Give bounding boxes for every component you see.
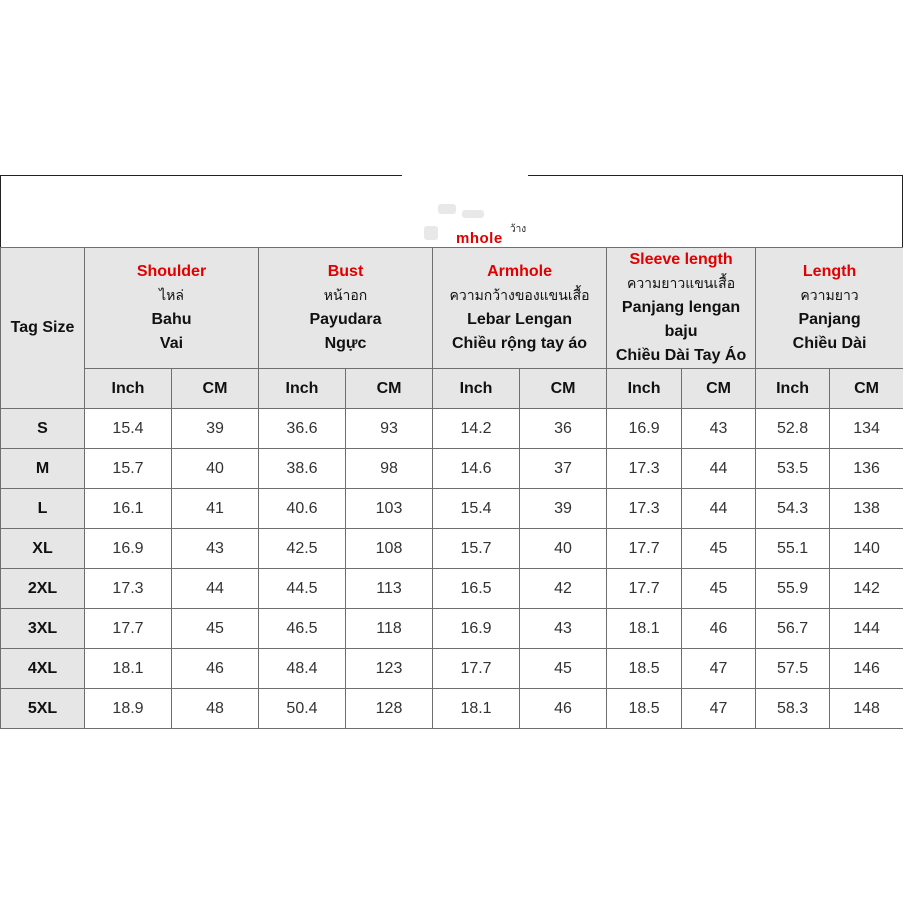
measurement-cell: 16.9 [607,409,682,449]
measurement-cell: 15.4 [433,489,520,529]
measurement-cell: 52.8 [756,409,830,449]
measurement-cell: 140 [830,529,903,569]
armhole-vietnamese: Chiều rộng tay áo [451,335,588,352]
measurement-cell: 17.7 [433,649,520,689]
sleeve-length-malay-2: baju [664,323,698,340]
measurement-cell: 46 [172,649,259,689]
size-rows [1,409,903,729]
sleeve-length-title: Sleeve length [629,251,733,268]
measurement-cell: 48.4 [259,649,346,689]
measurement-cell: 38.6 [259,449,346,489]
measurement-cell: 14.2 [433,409,520,449]
measurement-cell: 45 [682,529,756,569]
unit-cell: Inch [259,369,346,409]
measurement-cell: 37 [520,449,607,489]
measurement-cell: 48 [172,689,259,729]
length-thai: ความยาว [800,288,859,304]
measurement-cell: 17.3 [607,489,682,529]
measurement-cell: 40.6 [259,489,346,529]
measurement-cell: 36.6 [259,409,346,449]
measurement-cell: 138 [830,489,903,529]
measurement-cell: 41 [172,489,259,529]
measurement-cell: 18.1 [433,689,520,729]
size-label: 4XL [1,649,85,689]
measurement-cell: 17.7 [607,569,682,609]
measurement-cell: 17.7 [607,529,682,569]
shoulder-header [85,248,259,369]
sleeve-length-header [607,248,756,369]
table-row [1,649,903,689]
measurement-cell: 14.6 [433,449,520,489]
measurement-cell: 47 [682,649,756,689]
bust-title: Bust [327,263,364,280]
measurement-cell: 16.9 [433,609,520,649]
shoulder-malay: Bahu [151,311,192,328]
measurement-cell: 42.5 [259,529,346,569]
smudge-red-text: mhole [456,230,503,247]
measurement-cell: 16.5 [433,569,520,609]
measurement-cell: 44 [682,449,756,489]
bust-malay: Payudara [309,311,382,328]
frame-top-left-line [0,175,402,176]
measurement-cell: 17.3 [85,569,172,609]
header-row [1,248,903,369]
shoulder-vietnamese: Vai [159,335,184,352]
measurement-cell: 46.5 [259,609,346,649]
frame-left-line [0,175,1,248]
unit-row [1,369,903,409]
size-label: L [1,489,85,529]
unit-cell: Inch [607,369,682,409]
measurement-cell: 16.1 [85,489,172,529]
armhole-thai: ความกว้างของแขนเสื้อ [449,288,590,304]
tag-size-header: Tag Size [1,248,85,409]
measurement-cell: 43 [172,529,259,569]
measurement-cell: 44.5 [259,569,346,609]
table-row [1,489,903,529]
measurement-cell: 128 [346,689,433,729]
unit-cell: CM [830,369,903,409]
measurement-cell: 113 [346,569,433,609]
unit-cell: Inch [433,369,520,409]
smudge-dark-text: ว้าง [510,224,527,235]
size-label: 5XL [1,689,85,729]
unit-cell: Inch [85,369,172,409]
measurement-cell: 146 [830,649,903,689]
measurement-cell: 108 [346,529,433,569]
bust-thai: หน้าอก [323,288,368,304]
measurement-cell: 93 [346,409,433,449]
table-row [1,449,903,489]
measurement-cell: 142 [830,569,903,609]
table-row [1,689,903,729]
measurement-cell: 98 [346,449,433,489]
measurement-cell: 44 [172,569,259,609]
size-label: 2XL [1,569,85,609]
measurement-cell: 45 [172,609,259,649]
length-title: Length [802,263,857,280]
sleeve-length-vietnamese: Chiều Dài Tay Áo [615,347,747,364]
shoulder-thai: ไหล่ [159,288,184,304]
measurement-cell: 56.7 [756,609,830,649]
measurement-cell: 44 [682,489,756,529]
unit-cell: CM [520,369,607,409]
measurement-cell: 40 [520,529,607,569]
measurement-cell: 50.4 [259,689,346,729]
size-chart-table [0,247,903,729]
measurement-cell: 15.7 [85,449,172,489]
size-label: M [1,449,85,489]
measurement-cell: 18.5 [607,649,682,689]
measurement-cell: 46 [682,609,756,649]
table-row [1,569,903,609]
measurement-cell: 36 [520,409,607,449]
measurement-cell: 55.9 [756,569,830,609]
measurement-cell: 18.9 [85,689,172,729]
sleeve-length-thai: ความยาวแขนเสื้อ [626,276,736,292]
measurement-cell: 55.1 [756,529,830,569]
bust-vietnamese: Ngực [324,335,367,352]
bust-header [259,248,433,369]
measurement-cell: 42 [520,569,607,609]
size-label: 3XL [1,609,85,649]
unit-cell: CM [172,369,259,409]
measurement-cell: 45 [520,649,607,689]
table-row [1,609,903,649]
armhole-header [433,248,607,369]
measurement-cell: 16.9 [85,529,172,569]
measurement-cell: 15.7 [433,529,520,569]
measurement-cell: 54.3 [756,489,830,529]
shoulder-title: Shoulder [136,263,207,280]
measurement-cell: 45 [682,569,756,609]
length-header [756,248,903,369]
unit-cell: CM [346,369,433,409]
length-malay: Panjang [798,311,861,328]
measurement-cell: 40 [172,449,259,489]
measurement-cell: 18.5 [607,689,682,729]
measurement-cell: 134 [830,409,903,449]
measurement-cell: 58.3 [756,689,830,729]
measurement-cell: 15.4 [85,409,172,449]
measurement-cell: 123 [346,649,433,689]
size-label: S [1,409,85,449]
table-row [1,409,903,449]
measurement-cell: 18.1 [85,649,172,689]
measurement-cell: 118 [346,609,433,649]
unit-cell: Inch [756,369,830,409]
smudged-fragment [418,200,548,252]
measurement-cell: 103 [346,489,433,529]
table-row [1,529,903,569]
measurement-cell: 47 [682,689,756,729]
measurement-cell: 57.5 [756,649,830,689]
measurement-cell: 53.5 [756,449,830,489]
measurement-cell: 144 [830,609,903,649]
measurement-cell: 43 [520,609,607,649]
measurement-cell: 46 [520,689,607,729]
frame-top-right-line [528,175,903,176]
size-label: XL [1,529,85,569]
armhole-title: Armhole [487,263,552,280]
sleeve-length-malay-1: Panjang lengan [621,299,741,316]
measurement-cell: 17.3 [607,449,682,489]
length-vietnamese: Chiều Dài [792,335,867,352]
unit-cell: CM [682,369,756,409]
measurement-cell: 39 [520,489,607,529]
measurement-cell: 17.7 [85,609,172,649]
measurement-cell: 148 [830,689,903,729]
measurement-cell: 136 [830,449,903,489]
measurement-cell: 43 [682,409,756,449]
measurement-cell: 39 [172,409,259,449]
measurement-cell: 18.1 [607,609,682,649]
armhole-malay: Lebar Lengan [467,311,572,328]
